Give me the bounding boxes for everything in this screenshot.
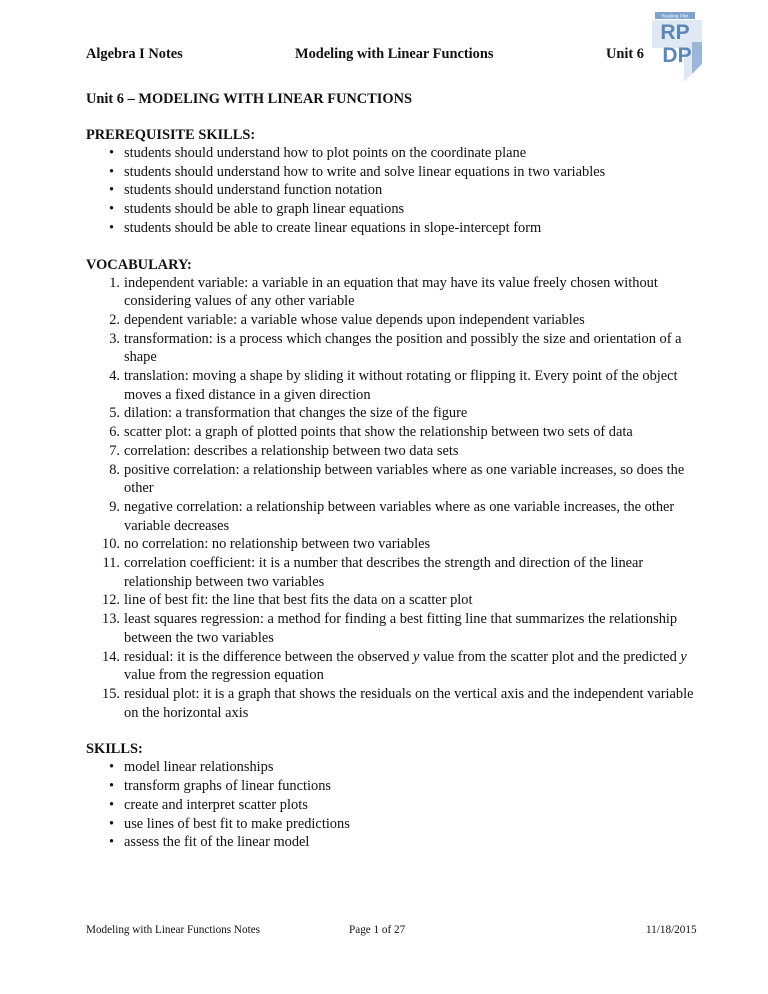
prerequisite-item: • students should be able to create linear equations in slope-intercept form [86,219,706,238]
skill-item: • assess the fit of the linear model [86,833,706,852]
vocabulary-item [86,311,706,330]
vocabulary-list [86,274,706,723]
vocabulary-item-number: 11. [102,555,120,572]
prerequisite-list [86,144,706,238]
header-course: Algebra I Notes [86,46,183,62]
vocabulary-heading: VOCABULARY: [86,256,192,273]
vocabulary-item [86,404,706,423]
vocabulary-item-number: 14. [102,648,120,665]
prerequisite-heading: PREREQUISITE SKILLS: [86,127,256,143]
vocabulary-item [86,610,706,647]
logo-caption: Reading Pilot [661,13,689,19]
vocabulary-item-number: 9. [109,498,120,515]
vocabulary-definition: transformation: is a process which changes the position and possibly the size and orientation of a shape [124,330,682,366]
prerequisite-item: • students should understand how to plot points on the coordinate plane [86,144,706,163]
vocabulary-definition: positive correlation: a relationship between variables where as one variable increases, so does the other [124,461,685,497]
vocabulary-item [86,535,706,554]
prerequisite-item: • students should be able to graph linear equations [86,200,706,219]
notes-body [86,90,706,852]
vocabulary-item-number: 1. [109,274,120,291]
footer-title: Modeling with Linear Functions Notes [86,924,261,936]
vocabulary-item [86,461,706,498]
vocabulary-item [86,591,706,610]
vocabulary-item [86,648,706,685]
vocabulary-item-number: 13. [102,611,120,628]
vocabulary-item-number: 4. [109,368,120,385]
skill-item: • model linear relationships [86,758,706,777]
vocabulary-item [86,274,706,311]
vocabulary-definition: dilation: a transformation that changes the size of the figure [124,405,468,422]
vocabulary-definition: independent variable: a variable in an equation that may have its value freely chosen without considering values of any other variable [124,274,658,310]
skill-item: • use lines of best fit to make predictions [86,815,706,834]
vocabulary-definition: least squares regression: a method for finding a best fitting line that summarizes the relationship between the two variables [124,611,678,646]
vocabulary-text-part: residual: it is the difference between the observed [124,648,414,665]
unit-title: Unit 6 – MODELING WITH LINEAR FUNCTIONS [86,91,412,107]
vocabulary-item-number: 5. [109,405,120,422]
header-topic: Modeling with Linear Functions [295,46,494,62]
vocabulary-item-number: 7. [109,442,120,459]
vocabulary-definition: residual plot: it is a graph that shows the residuals on the vertical axis and the independent variable on the horizontal axis [124,685,694,721]
vocabulary-item [86,330,706,367]
vocabulary-item-number: 12. [102,592,120,609]
prerequisite-item: • students should understand function notation [86,181,706,200]
vocabulary-item-number: 8. [109,461,120,478]
vocabulary-item [86,442,706,461]
skill-item: • create and interpret scatter plots [86,796,706,815]
logo-letters-top: RP [660,21,690,44]
skill-item: • transform graphs of linear functions [86,777,706,796]
vocabulary-item [86,498,706,535]
vocabulary-item [86,554,706,591]
footer-date: 11/18/2015 [646,924,697,936]
vocabulary-item [86,423,706,442]
variable-y: y [413,648,420,665]
vocabulary-definition: translation: moving a shape by sliding it without rotating or flipping it. Every point of the object moves a fixed distance in a given direction [124,368,678,403]
vocabulary-definition: no correlation: no relationship between two variables [124,536,431,553]
vocabulary-item [86,367,706,404]
rpdp-logo [648,12,706,82]
vocabulary-item-number: 6. [109,424,120,441]
footer-page-number: Page 1 of 27 [349,924,406,936]
skills-list [86,758,706,852]
variable-y: y [680,648,687,665]
skills-heading: SKILLS: [86,741,143,758]
logo-letters-bottom: DP [662,44,692,67]
prerequisite-item: • students should understand how to write and solve linear equations in two variables [86,163,706,182]
vocabulary-definition: correlation coefficient: it is a number that describes the strength and direction of the linear relationship between two variables [124,555,644,590]
vocabulary-item-number: 2. [109,311,120,328]
header-unit: Unit 6 [606,46,644,62]
vocabulary-item-number: 3. [109,330,120,347]
vocabulary-definition: dependent variable: a variable whose value depends upon independent variables [124,311,585,328]
vocabulary-text-part: value from the regression equation [124,667,324,684]
vocabulary-definition: negative correlation: a relationship between variables where as one variable increases, the other variable decreases [124,498,675,534]
vocabulary-item-number: 15. [102,685,120,702]
vocabulary-definition: line of best fit: the line that best fits the data on a scatter plot [124,592,473,609]
vocabulary-definition: correlation: describes a relationship between two data sets [124,442,459,459]
vocabulary-text-part: value from the scatter plot and the predicted [419,648,681,665]
vocabulary-definition: scatter plot: a graph of plotted points that show the relationship between two sets of data [124,424,633,441]
vocabulary-item [86,685,706,722]
vocabulary-item-number: 10. [102,536,120,553]
